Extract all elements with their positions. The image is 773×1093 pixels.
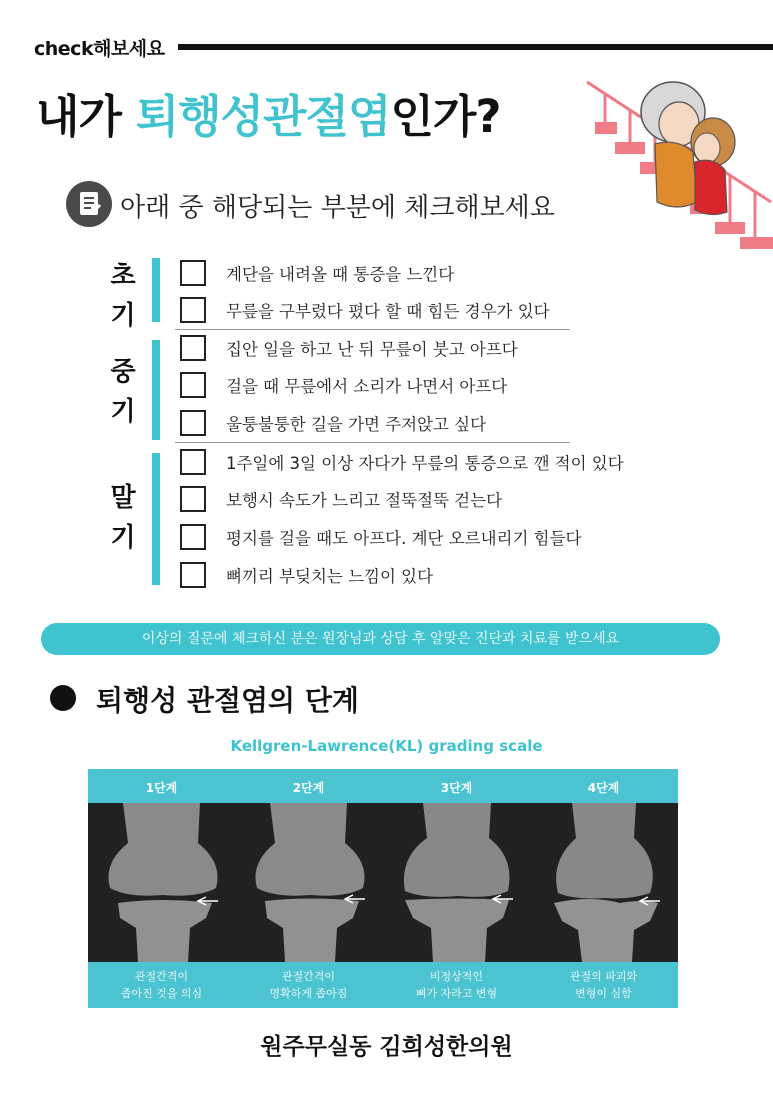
instruction-text: 아래 중 해당되는 부분에 체크해보세요 bbox=[120, 193, 555, 223]
grade-desc-line: 변형이 심함 bbox=[575, 987, 632, 1000]
grade-desc bbox=[235, 968, 382, 1002]
checklist-icon bbox=[66, 181, 112, 227]
title-suffix: 인가? bbox=[390, 90, 501, 143]
checkbox[interactable] bbox=[180, 486, 206, 512]
stage-label-char: 기 bbox=[110, 301, 136, 331]
stage-label-char: 기 bbox=[110, 397, 136, 427]
notice-banner: 이상의 질문에 체크하신 분은 원장님과 상담 후 알맞은 진단과 치료를 받으세요 bbox=[41, 623, 720, 655]
item-text: 무릎을 구부렸다 폈다 할 때 힘든 경우가 있다 bbox=[226, 302, 550, 321]
grade-label: 4단계 bbox=[587, 781, 620, 795]
grade-desc-line: 관절간격이 bbox=[281, 970, 336, 983]
checklist-item[interactable] bbox=[180, 369, 507, 401]
checkbox[interactable] bbox=[180, 562, 206, 588]
section-title: 퇴행성 관절염의 단계 bbox=[96, 684, 359, 717]
knee-xray-grade3 bbox=[383, 803, 530, 962]
brand-label: check해보세요 bbox=[34, 38, 165, 60]
stage-late-label bbox=[108, 478, 138, 558]
young-person bbox=[691, 118, 735, 215]
stage-middle-label bbox=[108, 352, 138, 432]
checkbox[interactable] bbox=[180, 524, 206, 550]
stage-early-label bbox=[108, 256, 138, 336]
checkbox[interactable] bbox=[180, 335, 206, 361]
stage-label-char: 중 bbox=[110, 357, 136, 387]
knee-xray-grade4 bbox=[530, 803, 677, 962]
checklist-item[interactable] bbox=[180, 407, 486, 439]
item-text: 평지를 걸을 때도 아프다. 계단 오르내리기 힘들다 bbox=[226, 529, 582, 548]
section-bullet-icon bbox=[50, 685, 76, 711]
grade-label: 3단계 bbox=[440, 781, 473, 795]
item-text: 걸을 때 무릎에서 소리가 나면서 아프다 bbox=[226, 377, 508, 396]
item-text: 보행시 속도가 느리고 절뚝절뚝 걷는다 bbox=[226, 491, 503, 510]
item-text: 1주일에 3일 이상 자다가 무릎의 통증으로 깬 적이 있다 bbox=[226, 454, 624, 473]
stage-middle-bar bbox=[152, 340, 160, 440]
grade-label: 2단계 bbox=[292, 781, 325, 795]
grade-label: 1단계 bbox=[145, 781, 178, 795]
title-highlight: 퇴행성관절염 bbox=[135, 90, 391, 143]
checklist-item[interactable] bbox=[180, 446, 624, 478]
knee-xray-grade2 bbox=[235, 803, 382, 962]
checklist-item[interactable] bbox=[180, 257, 454, 289]
item-text: 집안 일을 하고 난 뒤 무릎이 붓고 아프다 bbox=[226, 340, 518, 359]
stairs-illustration bbox=[585, 52, 773, 252]
checklist-item[interactable] bbox=[180, 521, 582, 553]
item-text: 계단을 내려올 때 통증을 느낀다 bbox=[226, 265, 455, 284]
stage-label-char: 말 bbox=[110, 483, 136, 513]
kl-scale-title: Kellgren-Lawrence(KL) grading scale bbox=[230, 737, 543, 755]
checklist-item[interactable] bbox=[180, 483, 502, 515]
page-title bbox=[36, 80, 500, 145]
grade-desc bbox=[383, 968, 530, 1002]
stage-divider bbox=[175, 442, 570, 443]
grade-desc-line: 좁아진 것을 의심 bbox=[120, 987, 203, 1000]
checkbox[interactable] bbox=[180, 449, 206, 475]
grade-desc-line: 뼈가 자라고 변형 bbox=[415, 987, 498, 1000]
clinic-name: 원주무실동 김희성한의원 bbox=[260, 1034, 513, 1060]
stage-label-char: 초 bbox=[110, 261, 136, 291]
checkbox[interactable] bbox=[180, 260, 206, 286]
grade-desc bbox=[530, 968, 677, 1002]
stage-early-bar bbox=[152, 258, 160, 322]
header-rule bbox=[178, 44, 773, 50]
checklist-item[interactable] bbox=[180, 559, 433, 591]
grade-desc bbox=[88, 968, 235, 1002]
item-text: 울퉁불퉁한 길을 가면 주저앉고 싶다 bbox=[226, 415, 487, 434]
grade-desc-line: 관절간격이 bbox=[134, 970, 189, 983]
stage-late-bar bbox=[152, 453, 160, 585]
checkbox[interactable] bbox=[180, 372, 206, 398]
checklist-item[interactable] bbox=[180, 332, 518, 364]
grade-desc-line: 비정상적인 bbox=[429, 970, 484, 983]
stage-label-char: 기 bbox=[110, 523, 136, 553]
knee-xray-grade1 bbox=[88, 803, 235, 962]
grade-desc-line: 관절의 파괴와 bbox=[569, 970, 638, 983]
checkbox[interactable] bbox=[180, 410, 206, 436]
checkbox[interactable] bbox=[180, 297, 206, 323]
grade-desc-line: 명확하게 좁아짐 bbox=[269, 987, 348, 1000]
stage-divider bbox=[175, 329, 570, 330]
title-prefix: 내가 bbox=[36, 90, 136, 143]
item-text: 뼈끼리 부딪치는 느낌이 있다 bbox=[226, 567, 434, 586]
checklist-item[interactable] bbox=[180, 294, 550, 326]
